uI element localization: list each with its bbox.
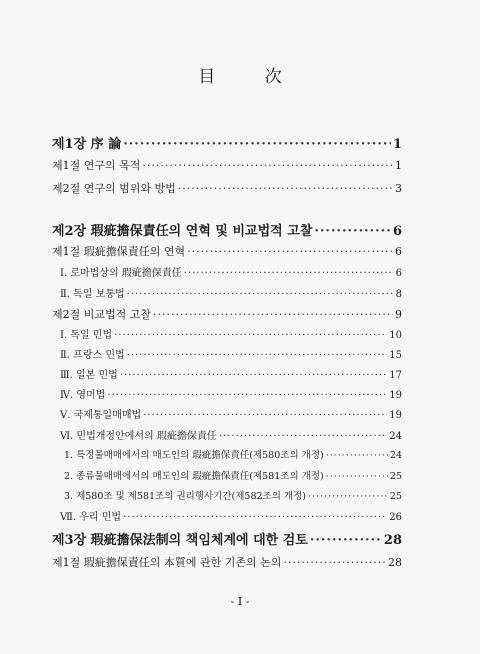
- dot-leader: [143, 410, 387, 421]
- dot-leader: [219, 431, 387, 442]
- toc-entry: [60, 427, 402, 442]
- toc-entry-page-number: 24: [389, 450, 402, 461]
- toc-entry-label: Ⅲ. 일본 민법: [60, 370, 118, 381]
- toc-entry: [52, 180, 402, 196]
- toc-entry: [52, 133, 402, 152]
- dot-leader: [283, 556, 386, 569]
- toc-entry-label: 제2장 瑕疵擔保責任의 연혁 및 비교법적 고찰: [52, 224, 313, 239]
- toc-entry-label: Ⅴ. 국제통일매매법: [60, 410, 142, 421]
- toc-entry-label: 2. 종류물매매에서의 매도인의 瑕疵擔保責任(제581조의 개정): [64, 471, 324, 482]
- toc-entry-page-number: 9: [395, 308, 402, 321]
- toc-entry-page-number: 25: [389, 491, 402, 502]
- dot-leader: [107, 390, 387, 401]
- toc-entry-page-number: 6: [395, 268, 402, 279]
- toc-entry-label: 제3장 瑕疵擔保法制의 책임체계에 대한 검토: [52, 533, 308, 548]
- toc-entry-page-number: 15: [389, 350, 402, 361]
- toc-entry-label: Ⅰ. 로마법상의 瑕疵擔保責任: [60, 268, 182, 279]
- toc-entry-label: 3. 제580조 및 제581조의 권리행사기간(제582조의 개정): [64, 491, 306, 502]
- page-title: 目 次: [198, 67, 304, 87]
- dot-leader: [120, 370, 387, 381]
- toc-entry: [52, 243, 402, 259]
- toc-entry-page-number: 19: [389, 410, 402, 421]
- dot-leader: [326, 450, 388, 461]
- toc-entry: [60, 326, 402, 341]
- toc-entry-page-number: 17: [389, 370, 402, 381]
- toc-entry-page-number: 24: [389, 431, 402, 442]
- toc-entry-label: 제1절 瑕疵擔保責任의 本質에 관한 기존의 논의: [52, 556, 282, 569]
- toc-entry-label: 제1장 序 論: [52, 137, 122, 152]
- toc-entry-page-number: 25: [389, 471, 402, 482]
- toc-entry-page-number: 28: [383, 533, 402, 548]
- dot-leader: [314, 224, 391, 239]
- toc-entry: [60, 285, 402, 300]
- page-number-footer: - I -: [230, 595, 250, 608]
- toc-entry-page-number: 19: [389, 390, 402, 401]
- toc-entry: [52, 157, 402, 173]
- toc-entry: [60, 264, 402, 279]
- toc-entry: [52, 306, 402, 322]
- toc-entry-page-number: 26: [389, 512, 402, 523]
- dot-leader: [127, 350, 388, 361]
- toc-entry-label: 1. 특정물매매에서의 매도인의 瑕疵擔保責任(제580조의 개정): [64, 450, 324, 461]
- toc-entry-page-number: 8: [395, 289, 402, 300]
- dot-leader: [127, 289, 394, 300]
- toc-entry-label: Ⅱ. 프랑스 민법: [60, 350, 125, 361]
- dot-leader: [310, 533, 382, 548]
- dot-leader: [178, 182, 393, 195]
- dot-leader: [142, 159, 393, 172]
- toc-entry: [60, 508, 402, 523]
- dot-leader: [184, 268, 394, 279]
- toc-entry: [60, 406, 402, 421]
- dot-leader: [123, 512, 387, 523]
- toc-entry-label: Ⅵ. 민법개정안에서의 瑕疵擔保責任: [60, 431, 217, 442]
- toc-entry: [64, 447, 402, 461]
- toc-entry: [60, 386, 402, 401]
- toc-entry: [52, 554, 402, 570]
- toc-entry-page-number: 3: [395, 182, 402, 195]
- dot-leader: [153, 308, 393, 321]
- dot-leader: [326, 471, 388, 482]
- toc-entry-page-number: 6: [392, 224, 402, 239]
- toc-entry-label: Ⅳ. 영미법: [60, 390, 106, 401]
- toc-entry: [52, 220, 402, 239]
- toc-entry-label: 제2절 비교법적 고찰: [52, 308, 151, 321]
- dot-leader: [308, 491, 388, 502]
- toc-entry-page-number: 1: [395, 159, 402, 172]
- toc-entry: [60, 346, 402, 361]
- toc-entry-page-number: 10: [389, 330, 402, 341]
- toc-entry-label: 제1절 瑕疵擔保責任의 연혁: [52, 245, 186, 258]
- toc-entry: [64, 488, 402, 502]
- dot-leader: [114, 330, 387, 341]
- toc-entry-label: 제1절 연구의 목적: [52, 159, 141, 172]
- dot-leader: [123, 137, 391, 152]
- toc-entry: [64, 468, 402, 482]
- toc-entry-label: Ⅶ. 우리 민법: [60, 512, 122, 523]
- dot-leader: [187, 245, 393, 258]
- toc-entry-page-number: 1: [392, 137, 402, 152]
- toc-entry: [52, 529, 402, 548]
- toc-entry-label: 제2절 연구의 범위와 방법: [52, 182, 176, 195]
- toc-entry: [60, 366, 402, 381]
- toc-entry-label: Ⅱ. 독일 보통법: [60, 289, 125, 300]
- toc-entry-page-number: 6: [395, 245, 402, 258]
- toc-entry-page-number: 28: [388, 556, 402, 569]
- toc-entry-label: Ⅰ. 독일 민법: [60, 330, 113, 341]
